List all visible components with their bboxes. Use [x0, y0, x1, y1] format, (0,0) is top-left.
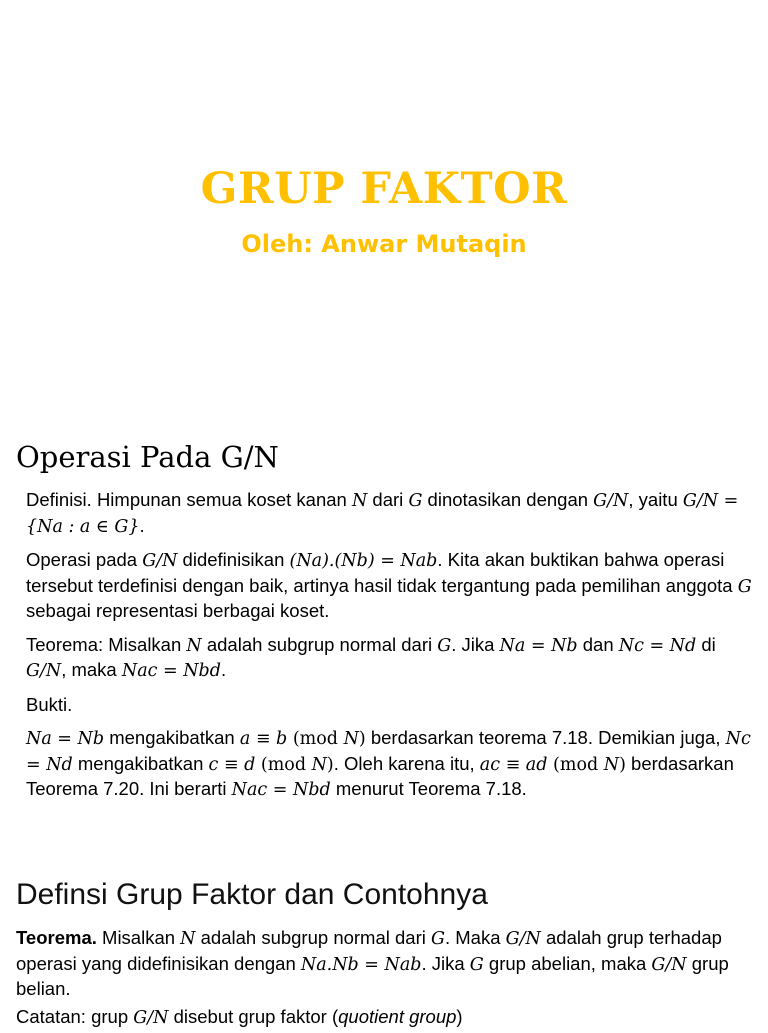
text: , yaitu	[628, 489, 683, 510]
text: . Oleh karena itu,	[333, 752, 480, 774]
math: G/N	[593, 491, 629, 511]
text: Catatan: grup	[16, 1005, 134, 1027]
theorem-paragraph	[26, 633, 761, 684]
math: (mod	[287, 729, 344, 749]
math: G	[431, 929, 445, 949]
text: berdasarkan teorema 7.18. Demikian juga,	[365, 727, 726, 748]
math: N	[603, 754, 620, 775]
text: . Jika	[451, 633, 500, 655]
theorem2-paragraph	[16, 926, 761, 1002]
italic-term: quotient group	[338, 1005, 457, 1027]
math: G/N	[26, 661, 62, 681]
math: (mod	[547, 754, 604, 775]
text: Operasi pada	[26, 549, 143, 570]
text: dinotasikan dengan	[422, 489, 594, 510]
math: ac ≡ ad	[479, 754, 548, 775]
math: Nc = Nd	[618, 635, 697, 656]
math: G	[737, 576, 752, 597]
text: didefinisikan	[177, 549, 290, 570]
math: (Na).(Nb) = Nab	[289, 551, 438, 571]
text: berdasarkan Teorema 7.20. Ini berarti	[26, 752, 734, 799]
title-slide	[0, 0, 768, 420]
operation-paragraph	[26, 548, 761, 624]
definition-paragraph	[26, 488, 761, 539]
math: N	[351, 491, 368, 511]
proof-paragraph	[26, 726, 761, 803]
text: disebut grup faktor (	[168, 1005, 339, 1027]
text: adalah subgrup normal dari	[201, 633, 438, 655]
section-body-definisi	[16, 926, 761, 1033]
math: )	[358, 729, 366, 749]
math: G	[408, 491, 423, 511]
math: N	[186, 635, 202, 656]
text: .	[220, 659, 227, 680]
math: Nac = Nbd	[231, 780, 331, 800]
math: )	[326, 754, 334, 775]
math: (mod	[255, 754, 312, 775]
math: N	[343, 729, 359, 749]
text: Teorema: Misalkan	[26, 633, 187, 655]
math: c ≡ d	[208, 754, 256, 775]
math: N	[180, 929, 196, 949]
author-line: Oleh: Anwar Mutaqin	[241, 230, 527, 258]
math: Na = Nb	[499, 635, 578, 656]
section-heading-operasi: Operasi Pada G/N	[16, 440, 279, 474]
text: , maka	[61, 659, 122, 680]
proof-label: Bukti.	[26, 693, 73, 715]
math: G	[469, 954, 484, 975]
math: Na.Nb = Nab	[300, 954, 422, 975]
text: dan	[577, 633, 619, 655]
text: dari	[367, 489, 409, 510]
text: Misalkan	[96, 927, 181, 948]
text: menurut Teorema 7.18.	[330, 778, 527, 799]
note-paragraph	[16, 1005, 761, 1031]
math: N	[311, 754, 327, 775]
text: Definisi. Himpunan semua koset kanan	[26, 489, 352, 510]
text: .	[139, 514, 145, 536]
presentation-title: GRUP FAKTOR	[200, 164, 568, 214]
text: grup abelian, maka	[483, 952, 652, 974]
text: sebagai representasi berbagai koset.	[26, 600, 330, 621]
text: mengakibatkan	[72, 752, 209, 774]
section-body-operasi	[26, 488, 761, 812]
text: . Maka	[444, 927, 506, 948]
math: Na = Nb	[26, 729, 105, 749]
math: G/N	[133, 1007, 169, 1028]
section-heading-definisi: Definsi Grup Faktor dan Contohnya	[16, 878, 488, 911]
math: G/N = {Na : a ∈ G}	[26, 491, 739, 537]
text: adalah grup terhadap operasi yang didefinisikan dengan	[16, 927, 722, 974]
text: di	[696, 633, 716, 655]
text: grup belian.	[16, 952, 729, 999]
math: G	[437, 635, 452, 656]
text: adalah subgrup normal dari	[195, 927, 431, 948]
text: . Jika	[421, 952, 470, 974]
math: )	[619, 754, 626, 775]
theorem-label: Teorema.	[16, 927, 97, 948]
math: Nac = Nbd	[121, 661, 221, 681]
text: )	[456, 1005, 463, 1027]
text: mengakibatkan	[104, 727, 240, 748]
math: Nc = Nd	[26, 729, 751, 775]
math: G/N	[651, 954, 687, 975]
math: a ≡ b	[239, 729, 288, 749]
math: G/N	[505, 929, 541, 949]
math: G/N	[142, 551, 178, 571]
text: . Kita akan buktikan bahwa operasi tersebut terdefinisi dengan baik, artinya hasil tidak tergantung pada pemilihan anggota	[26, 549, 738, 596]
